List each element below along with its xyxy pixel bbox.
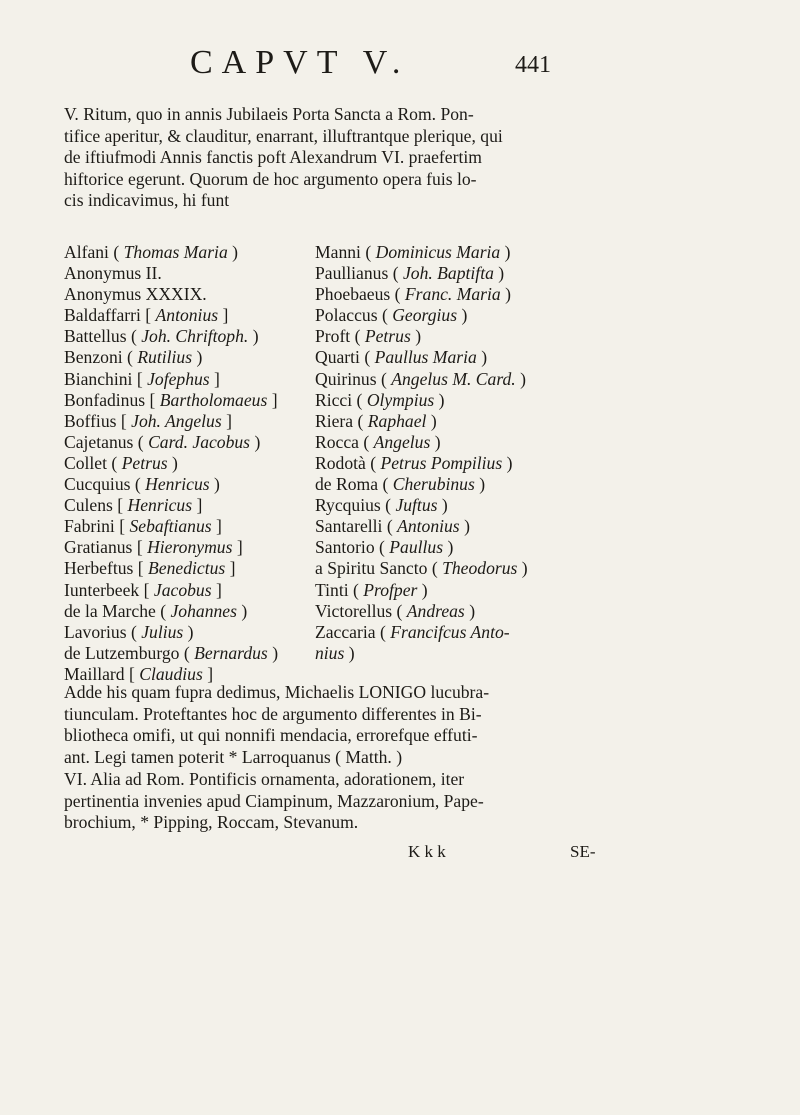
bracket-open: (: [130, 621, 137, 642]
author-surname: Santarelli: [315, 516, 383, 537]
author-given-name: Hieronymus: [147, 537, 233, 558]
author-surname: Cucquius: [64, 474, 131, 495]
author-given-name: nius: [315, 642, 345, 663]
bracket-close: ]: [216, 516, 222, 537]
author-surname: Ricci: [315, 389, 353, 410]
author-given-name: Henricus: [127, 495, 193, 516]
author-column-right: [315, 242, 615, 664]
author-entry: [315, 516, 615, 537]
author-surname: Tinti: [315, 579, 349, 600]
author-given-name: Joh. Baptifta: [402, 263, 494, 284]
bracket-close: ): [479, 474, 486, 495]
author-surname: Polaccus: [315, 305, 378, 326]
author-entry: [315, 432, 615, 453]
author-entry: [315, 263, 615, 284]
addendum-line: ant. Legi tamen poterit * Larroquanus ( Matth. ): [64, 747, 403, 768]
author-surname: Quarti: [315, 347, 360, 368]
author-given-name: Claudius: [139, 663, 203, 684]
bracket-open: (: [396, 600, 403, 621]
author-given-name: Paullus: [389, 537, 444, 558]
bracket-close: ): [521, 558, 528, 579]
bracket-open: (: [382, 474, 389, 495]
author-given-name: Olympius: [366, 389, 435, 410]
bracket-open: (: [370, 452, 377, 473]
addendum-line: pertinentia invenies apud Ciampinum, Mazzaronium, Pape-: [64, 790, 484, 811]
bracket-open: [: [143, 579, 150, 600]
author-surname: Rodotà: [315, 452, 366, 473]
author-surname: Baldaffarri: [64, 305, 141, 326]
bracket-close: ]: [207, 663, 214, 684]
bracket-open: (: [354, 326, 361, 347]
author-given-name: Raphael: [367, 410, 427, 431]
author-entry: [315, 453, 615, 474]
author-surname: Phoebaeus: [315, 284, 391, 305]
author-surname: Victorellus: [315, 600, 393, 621]
author-surname: Herbeftus: [64, 558, 134, 579]
author-list: [64, 242, 754, 712]
bracket-close: ]: [271, 389, 278, 410]
author-given-name: Jacobus: [153, 579, 212, 600]
author-given-name: Bernardus: [194, 642, 268, 663]
author-given-name: Card. Jacobus: [148, 431, 251, 452]
author-surname: Fabrini: [64, 516, 115, 537]
bracket-close: ): [461, 305, 468, 326]
bracket-close: ): [504, 242, 511, 262]
author-given-name: Sebaftianus: [129, 516, 212, 537]
author-given-name: Cherubinus: [392, 474, 475, 495]
author-entry: [315, 390, 615, 411]
bracket-close: ]: [196, 495, 203, 516]
author-entry: [315, 369, 615, 390]
author-surname: Riera: [315, 410, 354, 431]
bracket-close: ]: [222, 305, 229, 326]
bracket-open: [: [117, 495, 124, 516]
author-entry: [315, 495, 615, 516]
bracket-close: ): [272, 642, 279, 663]
author-given-name: Dominicus Maria: [375, 242, 501, 262]
author-given-name: Paullus Maria: [374, 347, 477, 368]
addendum-line: Adde his quam fupra dedimus, Michaelis LONIGO lucubra-: [64, 682, 490, 702]
signature-mark: K k k: [408, 842, 446, 861]
author-surname: de Lutzemburgo: [64, 642, 180, 663]
bracket-close: ): [434, 431, 441, 452]
bracket-open: [: [120, 410, 127, 431]
addendum-line: brochium, * Pipping, Roccam, Stevanum.: [64, 812, 359, 833]
author-surname: Battellus: [64, 326, 127, 347]
bracket-open: (: [379, 537, 385, 558]
addendum-paragraph: [64, 682, 732, 834]
author-entry: [315, 558, 615, 579]
bracket-close: ): [214, 474, 220, 495]
author-given-name: Henricus: [145, 474, 210, 495]
author-surname: Paullianus: [315, 263, 389, 284]
author-given-name: Profper: [363, 579, 418, 600]
author-surname: Proft: [315, 326, 351, 347]
bracket-open: (: [363, 431, 370, 452]
author-given-name: Angelus M. Card.: [391, 368, 516, 389]
bracket-open: (: [134, 474, 141, 495]
bracket-open: [: [119, 516, 126, 537]
bracket-open: (: [160, 600, 167, 621]
author-entry: [315, 474, 615, 495]
bracket-open: (: [365, 242, 372, 262]
author-given-name: Joh. Chriftoph.: [141, 326, 249, 347]
bracket-open: (: [392, 263, 399, 284]
bracket-close: ]: [236, 537, 243, 558]
running-title: CAPVT V.: [190, 44, 410, 81]
bracket-open: (: [353, 579, 359, 600]
page-header: [0, 44, 800, 94]
author-surname: Bonfadinus: [64, 389, 146, 410]
author-surname: de la Marche: [64, 600, 156, 621]
bracket-open: (: [431, 558, 438, 579]
author-given-name: Juftus: [395, 495, 438, 516]
author-entry: [315, 601, 615, 622]
author-given-name: Antonius: [397, 516, 460, 537]
author-given-name: Bartholomaeus: [159, 389, 268, 410]
author-surname: Quirinus: [315, 368, 377, 389]
addendum-line: tiunculam. Proteftantes hoc de argumento differentes in Bi-: [64, 703, 482, 724]
author-surname: Gratianus: [64, 537, 133, 558]
author-surname: Culens: [64, 495, 113, 516]
bracket-open: [: [145, 305, 152, 326]
author-given-name: Antonius: [155, 305, 219, 326]
author-given-name: Petrus Pompilius: [380, 452, 503, 473]
bracket-open: (: [113, 242, 120, 262]
author-surname: Manni: [315, 242, 361, 262]
author-surname: a Spiritu Sancto: [315, 558, 428, 579]
intro-line: cis indicavimus, hi funt: [64, 190, 230, 210]
bracket-close: ): [505, 284, 511, 305]
bracket-close: ): [348, 642, 355, 663]
author-given-name: Julius: [141, 621, 184, 642]
bracket-open: [: [136, 368, 143, 389]
bracket-close: ): [172, 452, 178, 473]
author-entry: [315, 284, 615, 305]
bracket-open: [: [137, 558, 144, 579]
author-surname: Iunterbeek: [64, 579, 140, 600]
bracket-open: (: [127, 347, 133, 368]
bracket-open: [: [149, 389, 156, 410]
bracket-close: ): [421, 579, 428, 600]
bracket-open: (: [380, 368, 387, 389]
bracket-close: ): [464, 516, 470, 537]
author-surname: Bianchini: [64, 368, 133, 389]
bracket-close: ): [241, 600, 248, 621]
author-given-name: Angelus: [373, 431, 431, 452]
bracket-close: ): [438, 389, 445, 410]
author-surname: Santorio: [315, 537, 375, 558]
page-number: 441: [515, 52, 551, 78]
intro-line: de iftiufmodi Annis fanctis poft Alexandrum VI. praefertim: [64, 147, 482, 167]
author-surname: Rocca: [315, 431, 359, 452]
author-surname: Lavorius: [64, 621, 127, 642]
author-surname: Collet: [64, 452, 108, 473]
author-given-name: Rutilius: [137, 347, 193, 368]
bracket-close: ]: [215, 579, 222, 600]
bracket-close: ): [441, 495, 448, 516]
bracket-close: ): [506, 452, 513, 473]
author-surname: Boffius: [64, 410, 117, 431]
author-entry: [315, 643, 615, 664]
intro-line: tifice aperitur, & clauditur, enarrant, illuftrantque plerique, qui: [64, 125, 503, 146]
bracket-close: ): [447, 537, 454, 558]
author-given-name: Theodorus: [442, 558, 518, 579]
author-surname: Anonymus XXXIX.: [64, 284, 207, 305]
bracket-open: (: [130, 326, 137, 347]
bracket-open: [: [129, 663, 135, 684]
author-entry: [315, 411, 615, 432]
author-entry: [315, 305, 615, 326]
author-surname: Cajetanus: [64, 431, 134, 452]
author-given-name: Johannes: [170, 600, 237, 621]
author-surname: Maillard: [64, 663, 125, 684]
bracket-open: (: [381, 305, 388, 326]
author-surname: Benzoni: [64, 347, 123, 368]
addendum-line: bliotheca omifi, ut qui nonnifi mendacia, errorefque effuti-: [64, 725, 478, 746]
bracket-open: (: [111, 452, 118, 473]
catchword: SE-: [570, 842, 596, 861]
page-footer: [0, 842, 800, 868]
author-given-name: Joh. Angelus: [131, 410, 222, 431]
author-entry: [315, 347, 615, 368]
intro-paragraph: [64, 104, 732, 212]
author-entry: [315, 537, 615, 558]
bracket-close: ): [232, 242, 239, 262]
bracket-close: ): [187, 621, 194, 642]
bracket-close: ): [415, 326, 422, 347]
bracket-close: ): [481, 347, 488, 368]
bracket-close: ): [196, 347, 203, 368]
author-given-name: Jofephus: [147, 368, 210, 389]
bracket-close: ]: [214, 368, 220, 389]
author-surname: Alfani: [64, 242, 109, 262]
bracket-close: ): [430, 410, 437, 431]
intro-line: hiftorice egerunt. Quorum de hoc argumento opera fuis lo-: [64, 168, 477, 189]
bracket-open: (: [394, 284, 401, 305]
author-entry: [315, 242, 615, 263]
bracket-open: [: [136, 537, 143, 558]
author-surname: Rycquius: [315, 495, 381, 516]
bracket-close: ): [252, 326, 259, 347]
author-surname: de Roma: [315, 474, 379, 495]
author-entry: [315, 580, 615, 601]
bracket-close: ]: [226, 410, 232, 431]
bracket-open: (: [364, 347, 371, 368]
bracket-close: ): [254, 431, 261, 452]
author-given-name: Benedictus: [148, 558, 226, 579]
author-given-name: Georgius: [392, 305, 458, 326]
bracket-close: ]: [229, 558, 236, 579]
author-surname: Zaccaria: [315, 621, 376, 642]
author-surname: Anonymus II.: [64, 263, 162, 284]
author-entry: [315, 622, 615, 643]
bracket-open: (: [385, 495, 392, 516]
bracket-open: (: [356, 389, 363, 410]
author-given-name: Thomas Maria: [123, 242, 228, 262]
bracket-close: ): [498, 263, 505, 284]
addendum-line: VI. Alia ad Rom. Pontificis ornamenta, adorationem, iter: [64, 768, 465, 789]
bracket-open: (: [137, 431, 144, 452]
bracket-close: ): [520, 368, 526, 389]
author-given-name: Petrus: [121, 452, 168, 473]
bracket-open: (: [379, 621, 386, 642]
bracket-open: (: [386, 516, 393, 537]
bracket-close: ): [469, 600, 476, 621]
author-given-name: Franc. Maria: [404, 284, 501, 305]
author-given-name: Francifcus Anto-: [390, 621, 510, 642]
author-entry: [315, 326, 615, 347]
bracket-open: (: [357, 410, 364, 431]
author-given-name: Andreas: [406, 600, 465, 621]
author-given-name: Petrus: [364, 326, 411, 347]
intro-line: V. Ritum, quo in annis Jubilaeis Porta Sancta a Rom. Pon-: [64, 104, 474, 124]
bracket-open: (: [183, 642, 190, 663]
